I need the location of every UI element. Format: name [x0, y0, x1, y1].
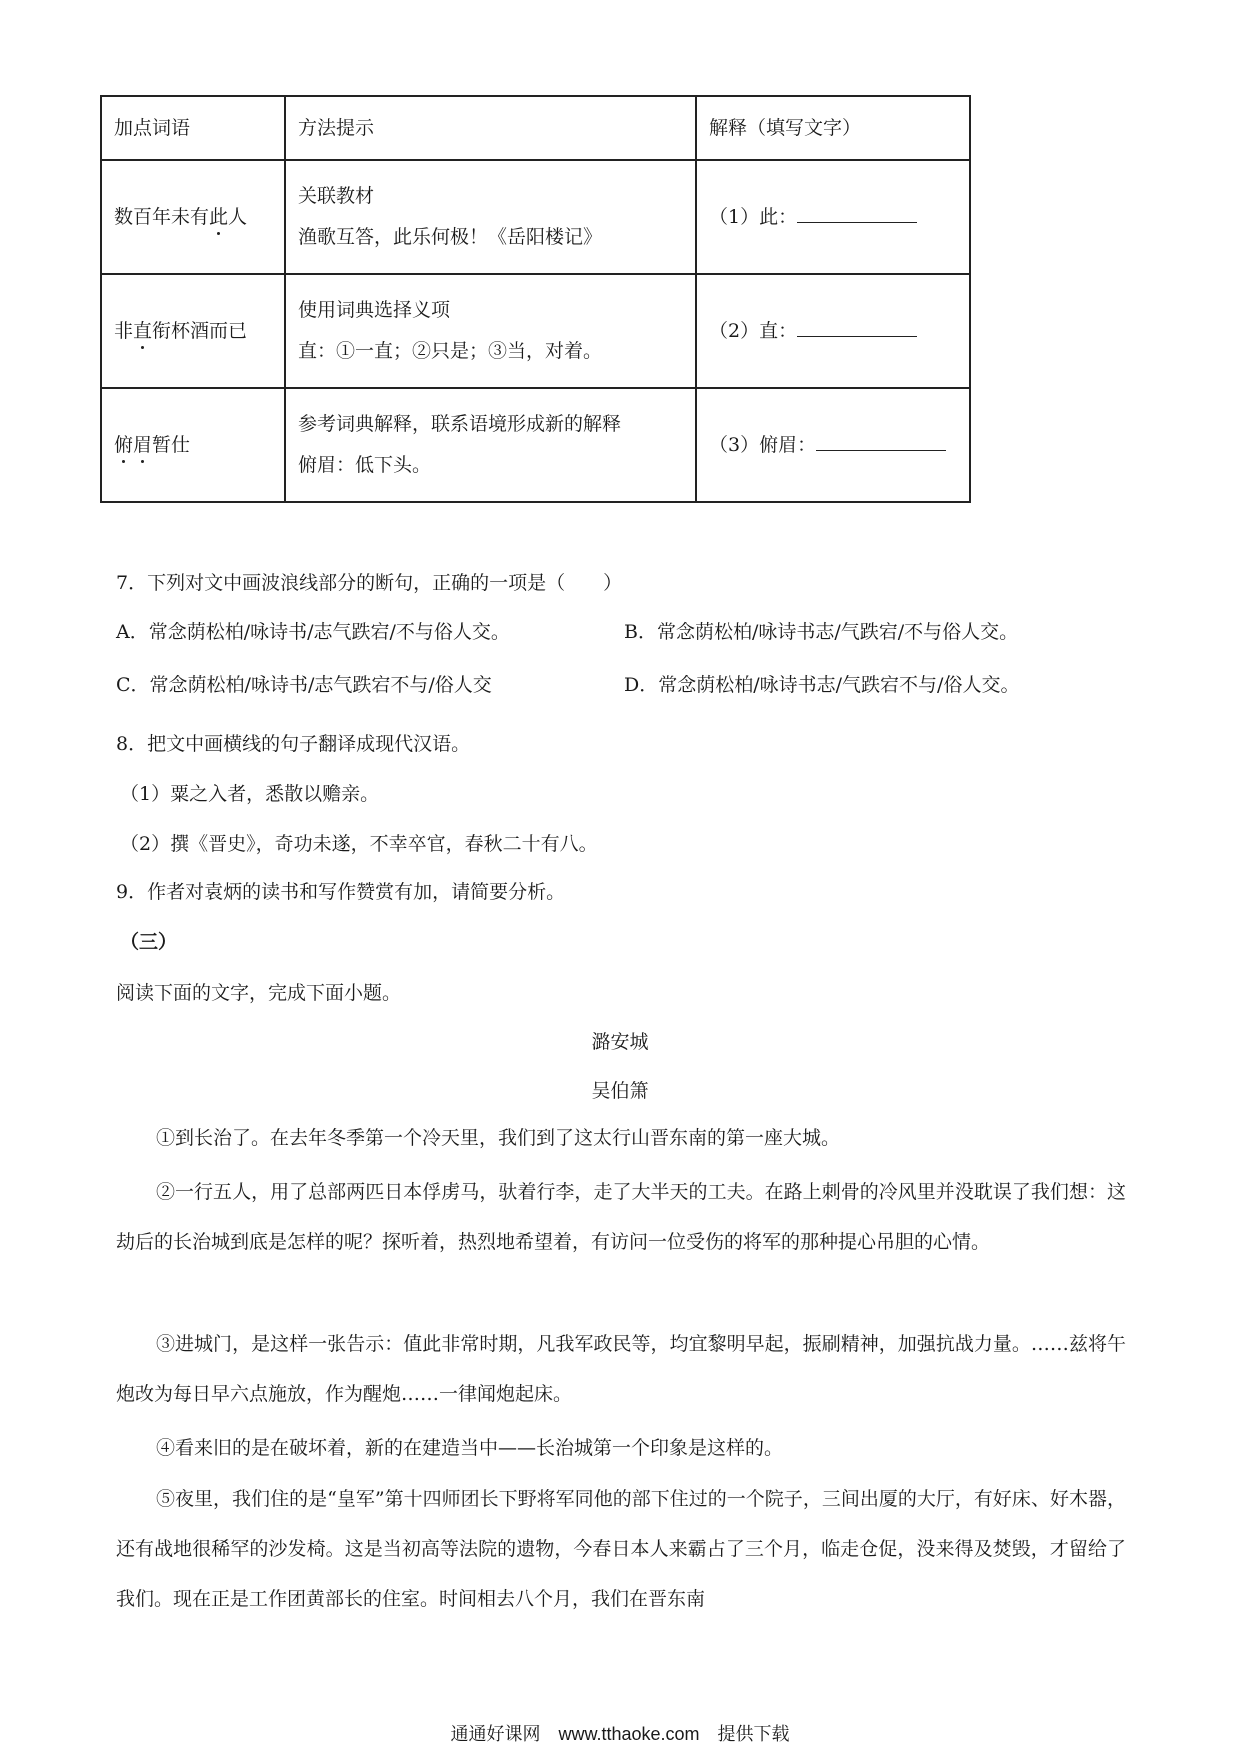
dotted-char: 眉: [133, 433, 153, 456]
answer-blank[interactable]: [816, 434, 946, 451]
answer-label: （1）此：: [709, 205, 798, 228]
section-heading: （三）: [120, 931, 178, 953]
article-paragraph: ⑤夜里，我们住的是“皇军”第十四师团长下野将军同他的部下住过的一个院子，三间出厦的大厅，有好床、好木器，还有战地很稀罕的沙发椅。这是当初高等法院的遗物，今春日本人来霸占了三个月，临走仓促，没来得及焚毁，才留给了我们。现在正是工作团黄部长的住室。时间相去八个月，我们在晋东南: [116, 1488, 1126, 1610]
article-paragraph: ④看来旧的是在破坏着，新的在建造当中——长治城第一个印象是这样的。: [156, 1437, 784, 1459]
method-line: 直：①一直；②只是；③当，对着。: [298, 340, 603, 362]
dotted-char: 直: [133, 319, 153, 342]
table-header-cell: 加点词语: [101, 96, 285, 160]
q7-option-c[interactable]: C．常念荫松柏/咏诗书/志气跌宕不与/俗人交: [116, 674, 492, 696]
answer-cell: [696, 274, 970, 388]
q7-option-b[interactable]: B．常念荫松柏/咏诗书志/气跌宕/不与俗人交。: [624, 621, 1019, 643]
dotted-word-cell: 非直衔杯酒而已: [101, 274, 285, 388]
article-paragraph: ③进城门，是这样一张告示：值此非常时期，凡我军政民等，均宜黎明早起，振刷精神，加强抗战力量。……兹将午炮改为每日早六点施放，作为醒炮……一律闻炮起床。: [116, 1333, 1126, 1405]
question-7-stem: 7．下列对文中画波浪线部分的断句，正确的一项是（ ）: [116, 572, 623, 594]
article-paragraph: ②一行五人，用了总部两匹日本俘虏马，驮着行李，走了大半天的工夫。在路上刺骨的冷风里并没耽误了我们想：这劫后的长治城到底是怎样的呢？探听着，热烈地希望着，有访问一位受伤的将军的那种提心吊胆的心情。: [116, 1181, 1126, 1253]
answer-label: （2）直：: [709, 319, 798, 342]
method-cell: [285, 274, 696, 388]
table-row: [101, 388, 970, 502]
method-cell: [285, 388, 696, 502]
table-row: [101, 160, 970, 274]
question-8-stem: 8．把文中画横线的句子翻译成现代汉语。: [116, 733, 471, 755]
method-line: 俯眉：低下头。: [298, 454, 432, 476]
method-line: 关联教材: [298, 185, 375, 208]
question-9-stem: 9．作者对袁炳的读书和写作赞赏有加，请简要分析。: [116, 881, 566, 903]
q7-option-d[interactable]: D．常念荫松柏/咏诗书志/气跌宕不与/俗人交。: [624, 674, 1020, 696]
table-header-cell: 方法提示: [285, 96, 696, 160]
answer-blank[interactable]: [797, 320, 917, 337]
answer-blank[interactable]: [797, 206, 917, 223]
method-cell: [285, 160, 696, 274]
table-header-row: [101, 96, 970, 160]
method-line: 参考词典解释，联系语境形成新的解释: [298, 413, 622, 436]
page-footer: 通通好课网 www.tthaoke.com 提供下载: [450, 1724, 790, 1744]
q7-option-a[interactable]: A．常念荫松柏/咏诗书/志气跌宕/不与俗人交。: [116, 621, 510, 643]
answer-cell: [696, 388, 970, 502]
dotted-word-cell: 俯眉暂仕: [101, 388, 285, 502]
answer-cell: [696, 160, 970, 274]
dotted-char: 此: [209, 205, 229, 228]
article-title: 潞安城: [591, 1031, 649, 1053]
table-header-cell: 解释（填写文字）: [696, 96, 970, 160]
method-line: 渔歌互答，此乐何极！《岳阳楼记》: [298, 226, 603, 248]
method-line: 使用词典选择义项: [298, 299, 451, 322]
section-intro: 阅读下面的文字，完成下面小题。: [116, 982, 402, 1004]
answer-label: （3）俯眉：: [709, 433, 817, 456]
article-author: 吴伯箫: [591, 1080, 649, 1102]
dotted-char: 俯: [114, 433, 134, 456]
vocab-table: [100, 95, 971, 503]
table-row: [101, 274, 970, 388]
article-paragraph: ①到长治了。在去年冬季第一个冷天里，我们到了这太行山晋东南的第一座大城。: [156, 1127, 841, 1149]
dotted-word-cell: 数百年未有此人: [101, 160, 285, 274]
q8-sentence-2: （2）撰《晋史》，奇功未遂，不幸卒官，春秋二十有八。: [120, 833, 598, 855]
q8-sentence-1: （1）粟之入者，悉散以赡亲。: [120, 783, 380, 805]
